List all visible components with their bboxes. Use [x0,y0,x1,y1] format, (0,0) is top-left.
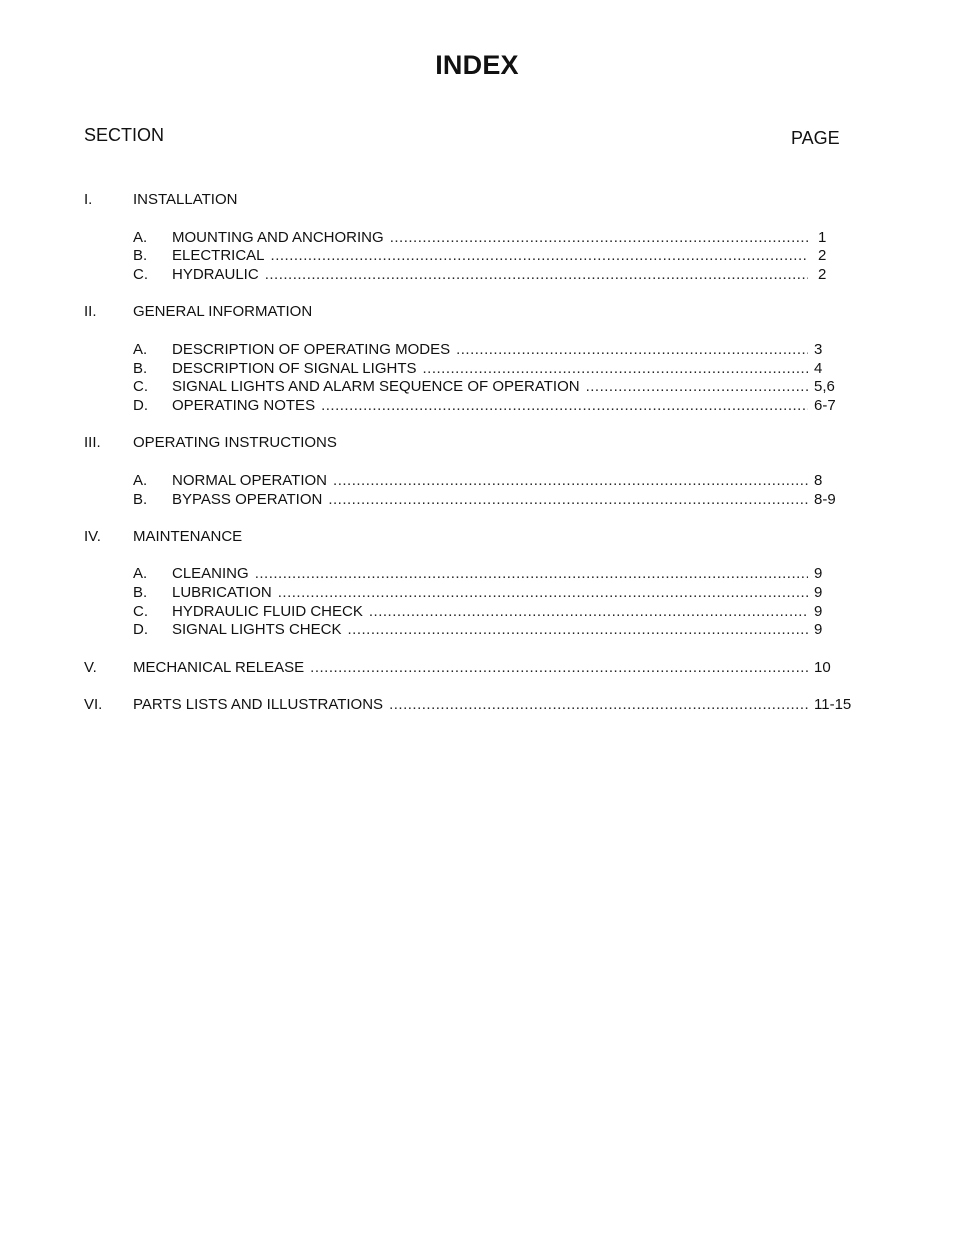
leader-dots [422,360,808,378]
entry-label: HYDRAULIC FLUID CHECK [172,603,363,620]
section-number: V. [84,659,97,676]
leader-dots [333,472,808,490]
section-row-maintenance[interactable] [0,528,954,546]
section-number: III. [84,434,101,451]
toc-entry[interactable] [0,584,954,602]
entry-letter: A. [133,229,148,246]
leader-dots [310,659,808,677]
entry-label: ELECTRICAL [172,247,265,264]
entry-letter: B. [133,360,148,377]
leader-dots [278,584,808,602]
entry-leader [172,565,808,583]
entry-label: DESCRIPTION OF SIGNAL LIGHTS [172,360,417,377]
leader-dots [347,621,808,639]
section-title: INSTALLATION [133,191,238,208]
toc-entry[interactable] [0,247,954,265]
entry-page: 6-7 [814,397,836,414]
entry-page: 2 [818,266,827,283]
entry-page: 9 [814,584,823,601]
entry-page: 1 [818,229,827,246]
toc-entry[interactable] [0,360,954,378]
entry-label: LUBRICATION [172,584,272,601]
entry-leader [133,659,808,677]
entry-page: 9 [814,603,823,620]
entry-label: SIGNAL LIGHTS AND ALARM SEQUENCE OF OPERATION [172,378,580,395]
entry-page: 11-15 [814,696,852,713]
entry-letter: B. [133,491,148,508]
section-number: II. [84,303,97,320]
toc-entry[interactable] [0,472,954,490]
entry-letter: C. [133,266,148,283]
entry-label: BYPASS OPERATION [172,491,323,508]
section-number: VI. [84,696,103,713]
entry-page: 9 [814,621,823,638]
entry-leader [172,360,808,378]
entry-leader [172,247,808,265]
entry-letter: A. [133,341,148,358]
entry-leader [172,603,808,621]
section-row-installation[interactable] [0,191,954,209]
leader-dots [456,341,808,359]
entry-page: 2 [818,247,827,264]
entry-label: DESCRIPTION OF OPERATING MODES [172,341,451,358]
leader-dots [586,378,808,396]
page-column-header: PAGE [791,128,840,148]
entry-leader [172,378,808,396]
entry-letter: B. [133,247,148,264]
page-title: INDEX [435,50,519,80]
entry-label: HYDRAULIC [172,266,259,283]
entry-leader [172,621,808,639]
entry-leader [172,266,808,284]
entry-letter: D. [133,621,148,638]
toc-entry[interactable] [0,378,954,396]
toc-entry[interactable] [0,621,954,639]
entry-page: 5,6 [814,378,835,395]
toc-entry[interactable] [0,491,954,509]
toc-entry[interactable] [0,397,954,415]
entry-label: NORMAL OPERATION [172,472,328,489]
entry-letter: C. [133,603,148,620]
toc-entry[interactable] [0,229,954,247]
entry-letter: B. [133,584,148,601]
entry-page: 8 [814,472,823,489]
entry-leader [172,229,808,247]
section-row-general-information[interactable] [0,303,954,321]
leader-dots [369,603,808,621]
section-row-mechanical-release[interactable] [0,659,954,677]
entry-leader [133,696,808,714]
entry-leader [172,584,808,602]
entry-page: 10 [814,659,831,676]
section-column-header: SECTION [84,125,165,145]
section-row-operating-instructions[interactable] [0,434,954,452]
entry-label: CLEANING [172,565,249,582]
entry-leader [172,397,808,415]
leader-dots [389,696,808,714]
section-title: OPERATING INSTRUCTIONS [133,434,337,451]
section-title: GENERAL INFORMATION [133,303,313,320]
section-title: MAINTENANCE [133,528,243,545]
entry-label: SIGNAL LIGHTS CHECK [172,621,342,638]
section-number: IV. [84,528,101,545]
entry-leader [172,491,808,509]
toc-entry[interactable] [0,341,954,359]
entry-leader [172,341,808,359]
entry-page: 3 [814,341,823,358]
section-number: I. [84,191,93,208]
leader-dots [255,565,808,583]
leader-dots [271,247,808,265]
section-title: PARTS LISTS AND ILLUSTRATIONS [133,696,384,713]
leader-dots [328,491,808,509]
entry-label: OPERATING NOTES [172,397,316,414]
leader-dots [321,397,808,415]
entry-letter: C. [133,378,148,395]
section-title: MECHANICAL RELEASE [133,659,305,676]
toc-entry[interactable] [0,266,954,284]
entry-label: MOUNTING AND ANCHORING [172,229,384,246]
entry-letter: A. [133,472,148,489]
leader-dots [390,229,808,247]
toc-entry[interactable] [0,565,954,583]
section-row-parts-lists[interactable] [0,696,954,714]
entry-leader [172,472,808,490]
toc-entry[interactable] [0,603,954,621]
entry-page: 8-9 [814,491,836,508]
entry-letter: D. [133,397,148,414]
entry-page: 9 [814,565,823,582]
leader-dots [265,266,808,284]
entry-letter: A. [133,565,148,582]
entry-page: 4 [814,360,823,377]
